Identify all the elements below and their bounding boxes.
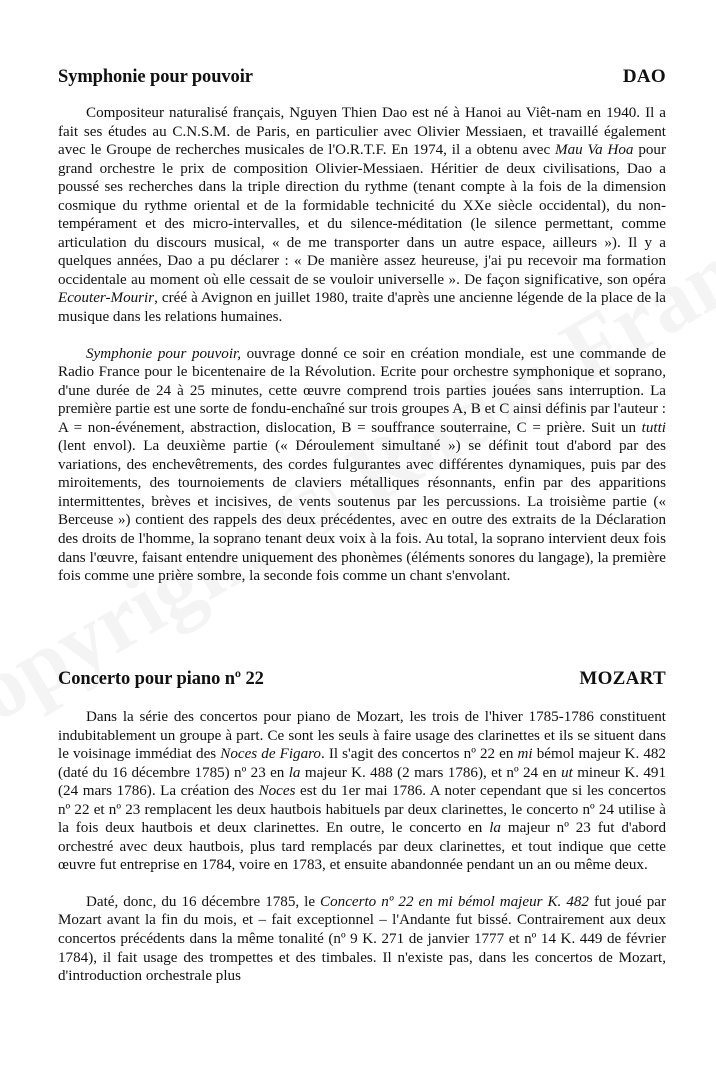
program-page bbox=[58, 66, 667, 985]
text-run: majeur K. 488 (2 mars 1786), et nº 24 en bbox=[300, 764, 562, 781]
text-run: Dans la série des concertos pour piano de Mozart, les trois de l'hiver 1785-1786 constituent indubitablement un groupe à part. Ce sont les seuls à faire usage des clarinettes et ils se situent dans le voisinage immédiat des bbox=[58, 709, 666, 763]
composer-name: MOZART bbox=[579, 668, 666, 689]
text-run: Compositeur naturalisé français, Nguyen Thien Dao est né à Hanoi au Viêt-nam en 1940. Il a fait ses études au C.N.S.M. de Paris, en particulier avec Olivier Messiaen, et travaillé également avec le Groupe de recherches musicales de l'O.R.T.F. En 1974, il a obtenu avec bbox=[58, 105, 666, 159]
paragraph-work-description bbox=[58, 345, 666, 586]
composer-name: DAO bbox=[622, 66, 666, 87]
text-run: majeur nº 23 fut d'abord orchestré avec deux hautbois, plus tard remplacés par deux clarinettes, et tout indique que cette œuvre fut entreprise en 1784, voire en 1783, et ensuite abandonnée pendant un an ou même deux. bbox=[58, 820, 666, 874]
work-title: Symphonie pour pouvoir bbox=[58, 67, 253, 87]
text-run: , créé à Avignon en juillet 1980, traite d'après une ancienne légende de la place de la musique dans les relations humaines. bbox=[58, 290, 666, 326]
text-run: est du 1er mai 1786. A noter cependant que si les concertos nº 22 et nº 23 remplacent les deux hautbois habituels par deux clarinettes, le concerto nº 24 utilise à la fois deux hautbois et deux clarinettes. En outre, le concerto en bbox=[58, 783, 666, 837]
paragraph-premiere bbox=[58, 893, 666, 986]
section-mozart bbox=[58, 668, 666, 986]
text-run: Daté, donc, du 16 décembre 1785, le bbox=[86, 893, 321, 910]
key-italic: la bbox=[489, 820, 501, 837]
text-run: pour grand orchestre le prix de composition Olivier-Messiaen. Héritier de deux civilisations, Dao a poussé ses recherches dans la triple direction du rythme (tenant compte à la fois de la dimension cosmique du rythme oriental et de la formidable technicité du XXe siècle occidental), du non-tempérament et des micro-intervalles, et du silence-méditation (le silence permettant, comme articulation du discours musical, « de me transporter dans un autre espace, ailleurs »). Il y a quelques années, Dao a pu déclarer : « De manière assez heureuse, j'ai pu recevoir ma formation occidentale au moment où elle cessait de se vouloir universelle ». De façon significative, son opéra bbox=[58, 142, 666, 288]
work-reference: Mau Va Hoa bbox=[555, 142, 634, 159]
key-italic: la bbox=[288, 764, 301, 781]
key-italic: ut bbox=[561, 764, 573, 781]
work-title: Concerto pour piano nº 22 bbox=[58, 669, 264, 689]
paragraph-context bbox=[58, 708, 666, 875]
section-dao bbox=[58, 66, 666, 586]
work-reference: Noces bbox=[258, 783, 296, 800]
text-run: (lent envol). La deuxième partie (« Déroulement simultané ») se définit tout d'abord par des variations, des enchevêtrements, des cordes fulgurantes avec différentes dynamiques, puis par des miroitements, des tournoiements de claviers métalliques résonnants, enfin par des apparitions intermittentes, brèves et incisives, de vents soutenus par les percussions. La troisième partie (« Berceuse ») contient des rappels des deux précédentes, avec en outre des extraits de la Déclaration des droits de l'homme, la soprano tenant deux voix à la fois. Au total, la soprano intervient deux fois dans l'œuvre, faisant entendre uniquement des phonèmes (éléments sonores du langage), la première fois comme une prière sombre, la seconde fois comme un chant s'envolant. bbox=[58, 438, 666, 585]
work-reference: Ecouter-Mourir bbox=[58, 290, 155, 307]
paragraph-biography bbox=[58, 104, 666, 327]
section-heading bbox=[58, 66, 666, 88]
text-run: . Il s'agit des concertos nº 22 en bbox=[320, 746, 518, 763]
section-heading bbox=[58, 668, 666, 690]
work-reference: Concerto nº 22 en mi bémol majeur K. 482 bbox=[320, 893, 589, 910]
text-run: fut joué par Mozart avant la fin du mois, et – fait exceptionnel – l'Andante fut bissé. Contrairement aux deux concertos précédents dans la même tonalité (nº 9 K. 271 de janvier 1777 et nº 14 K. 449 de février 1784), il fait usage des trompettes et des timbales. Il n'existe pas, dans les concertos de Mozart, d'introduction orchestrale plus bbox=[58, 893, 666, 985]
key-italic: mi bbox=[517, 746, 533, 763]
text-run: bémol majeur K. 482 (daté du 16 décembre 1785) nº 23 en bbox=[58, 746, 666, 781]
term-italic: tutti bbox=[641, 419, 666, 436]
work-reference: Symphonie pour pouvoir, bbox=[86, 345, 242, 362]
text-run: ouvrage donné ce soir en création mondiale, est une commande de Radio France pour le bicentenaire de la Révolution. Ecrite pour orchestre symphonique et soprano, d'une durée de 24 à 25 minutes, cette œuvre comprend trois parties jouées sans interruption. La première partie est une sorte de fondu-enchaîné sur trois groupes A, B et C ainsi définis par l'auteur : A = non-événement, abstraction, dislocation, B = souffrance souterraine, C = prière. Suit un bbox=[58, 345, 667, 436]
work-reference: Noces de Figaro bbox=[220, 746, 321, 763]
text-run: mineur K. 491 (24 mars 1786). La création des bbox=[58, 764, 666, 800]
